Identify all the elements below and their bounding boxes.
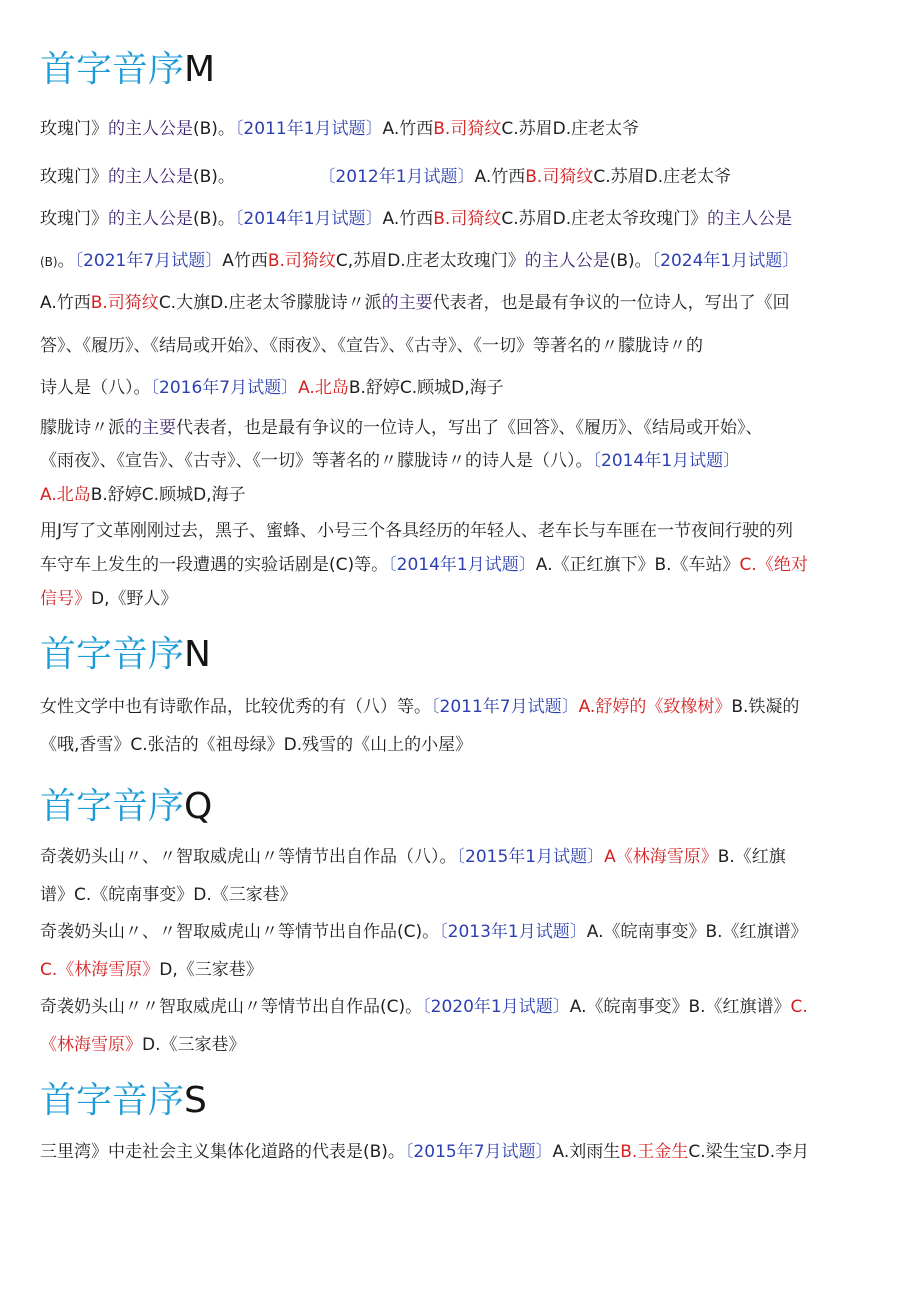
text-line: 朦胧诗〃派的主要代表者，也是最有争议的一位诗人，写出了《回答》、《履历》、《结局或开始》、 xyxy=(40,418,763,438)
text-line: 用J写了文革刚刚过去，黑子、蜜蜂、小号三个各具经历的年轻人、老车长与车匪在一节夜间行驶的列 xyxy=(40,521,794,541)
text-line: (B)。〔2021年7月试题〕A竹西B.司猗纹C,苏眉D.庄老太玫瑰门》的主人公是(B)。〔2024年1月试题〕 xyxy=(40,251,800,271)
text-line: A.北岛B.舒婷C.顾城D,海子 xyxy=(40,485,246,505)
heading-letter: M xyxy=(184,49,216,90)
text-line: 玫瑰门》的主人公是(B)。〔2011年1月试题〕A.竹西B.司猗纹C.苏眉D.庄老太爷 xyxy=(40,119,640,139)
text-line: 玫瑰门》的主人公是(B)。 〔2012年1月试题〕A.竹西B.司猗纹C.苏眉D.庄老太爷 xyxy=(40,167,732,187)
text-line: 奇袭奶头山〃、〃智取威虎山〃等情节出自作品(C)。〔2013年1月试题〕A.《皖南事变》B.《红旗谱》 xyxy=(40,922,808,942)
text-line: A.竹西B.司猗纹C.大旗D.庄老太爷朦胧诗〃派的主要代表者，也是最有争议的一位诗人，写出了《回 xyxy=(40,293,790,313)
text-line: 信号》D,《野人》 xyxy=(40,589,178,609)
section-heading-n xyxy=(40,635,211,675)
heading-letter: Q xyxy=(184,786,213,827)
text-line: 奇袭奶头山〃〃智取威虎山〃等情节出自作品(C)。〔2020年1月试题〕A.《皖南事变》B.《红旗谱》C. xyxy=(40,997,808,1017)
heading-prefix: 首字音序 xyxy=(40,1080,185,1121)
text-line: C.《林海雪原》D,《三家巷》 xyxy=(40,960,263,980)
text-line: 答》、《履历》、《结局或开始》、《雨夜》、《宣告》、《古寺》、《一切》等著名的〃朦胧诗〃的 xyxy=(40,336,703,356)
text-line: 《雨夜》、《宣告》、《古寺》、《一切》等著名的〃朦胧诗〃的诗人是（八）。〔2014年1月试题〕 xyxy=(40,451,741,471)
heading-prefix: 首字音序 xyxy=(40,634,185,675)
text-line: 《哦,香雪》C.张洁的《祖母绿》D.残雪的《山上的小屋》 xyxy=(40,735,473,755)
section-heading-q xyxy=(40,787,212,827)
heading-prefix: 首字音序 xyxy=(40,49,185,90)
text-line: 奇袭奶头山〃、〃智取威虎山〃等情节出自作品（八）。〔2015年1月试题〕A《林海雪原》B.《红旗 xyxy=(40,847,786,867)
text-line: 诗人是（八）。〔2016年7月试题〕A.北岛B.舒婷C.顾城D,海子 xyxy=(40,378,504,398)
heading-letter: S xyxy=(184,1080,207,1121)
heading-letter: N xyxy=(184,634,211,675)
text-line: 谱》C.《皖南事变》D.《三家巷》 xyxy=(40,885,297,905)
heading-prefix: 首字音序 xyxy=(40,786,185,827)
text-line: 车守车上发生的一段遭遇的实验话剧是(C)等。〔2014年1月试题〕A.《正红旗下》B.《车站》C.《绝对 xyxy=(40,555,808,575)
text-line: 女性文学中也有诗歌作品，比较优秀的有（八）等。〔2011年7月试题〕A.舒婷的《致橡树》B.铁凝的 xyxy=(40,697,800,717)
section-heading-s xyxy=(40,1081,207,1121)
section-heading-m xyxy=(40,50,215,90)
text-line: 《林海雪原》D.《三家巷》 xyxy=(40,1035,246,1055)
text-line: 三里湾》中走社会主义集体化道路的代表是(B)。〔2015年7月试题〕A.刘雨生B.王金生C.梁生宝D.李月 xyxy=(40,1142,810,1162)
text-line: 玫瑰门》的主人公是(B)。〔2014年1月试题〕A.竹西B.司猗纹C.苏眉D.庄老太爷玫瑰门》的主人公是 xyxy=(40,209,793,229)
